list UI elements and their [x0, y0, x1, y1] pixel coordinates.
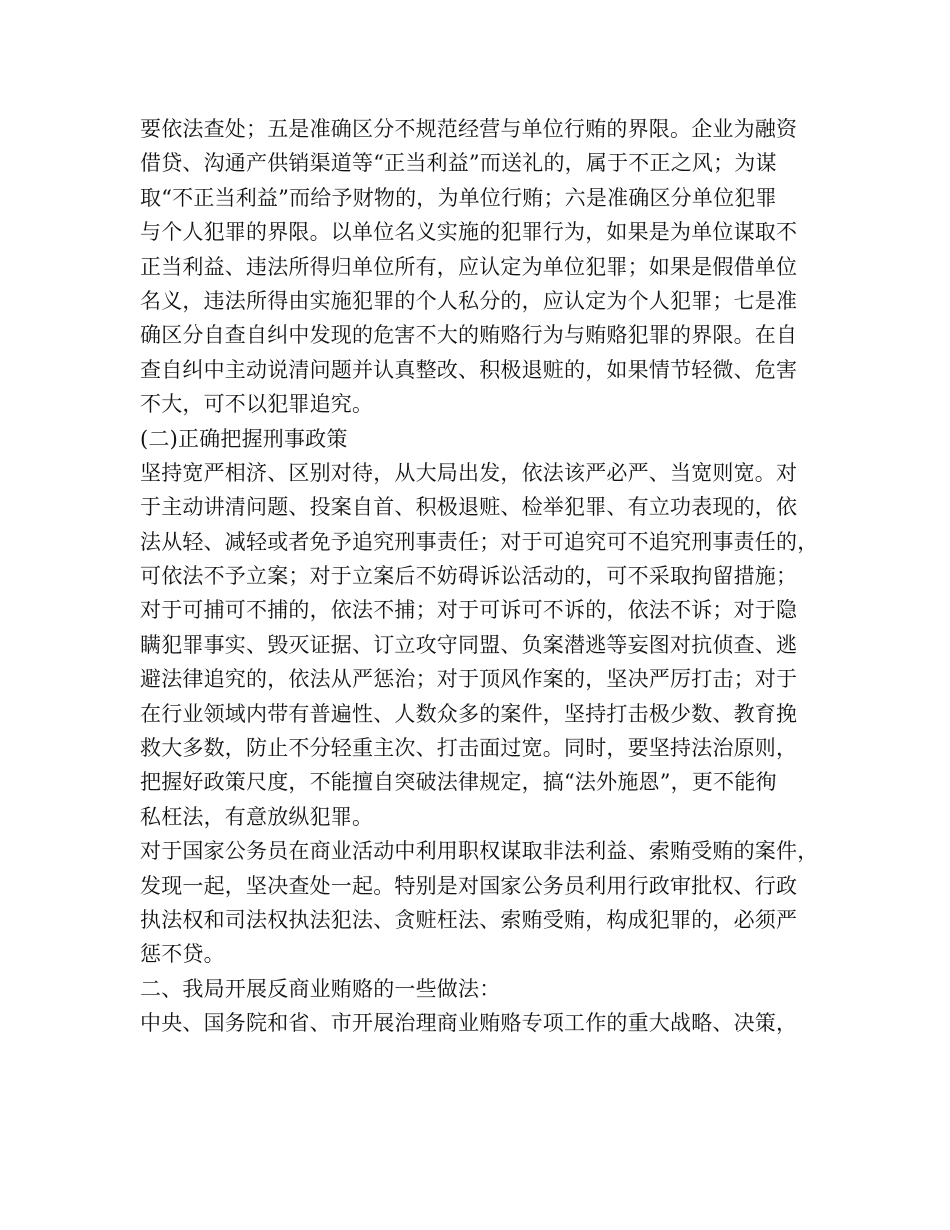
text-line: 要依法查处；五是准确区分不规范经营与单位行贿的界限。企业为融资: [140, 117, 798, 141]
text-line: 执法权和司法权执法犯法、贪赃枉法、索贿受贿，构成犯罪的，必须严: [140, 907, 798, 932]
text-line: 取“不正当利益”而给予财物的，为单位行贿；六是准确区分单位犯罪: [140, 185, 777, 210]
text-line: 借贷、沟通产供销渠道等“正当利益”而送礼的，属于不正之风；为谋: [140, 151, 777, 176]
text-line: 在行业领域内带有普遍性、人数众多的案件，坚持打击极少数、教育挽: [140, 701, 798, 726]
text-line: 救大多数，防止不分轻重主次、打击面过宽。同时，要坚持法治原则，: [140, 736, 798, 761]
text-line: 与个人犯罪的界限。以单位名义实施的犯罪行为，如果是为单位谋取不: [140, 220, 798, 245]
text-line: 把握好政策尺度，不能擅自突破法律规定，搞“法外施恩”，更不能徇: [140, 770, 777, 795]
text-line: 正当利益、违法所得归单位所有，应认定为单位犯罪；如果是假借单位: [140, 254, 798, 279]
text-line: 避法律追究的，依法从严惩治；对于顶风作案的，坚决严厉打击；对于: [140, 667, 798, 692]
text-line: 对于可捕可不捕的，依法不捕；对于可诉可不诉的，依法不诉；对于隐: [140, 598, 798, 623]
text-line: 确区分自查自纠中发现的危害不大的贿赂行为与贿赂犯罪的界限。在自: [140, 323, 798, 348]
text-line: 不大，可不以犯罪追究。: [140, 392, 374, 417]
text-line: 发现一起，坚决查处一起。特别是对国家公务员利用行政审批权、行政: [140, 873, 798, 898]
text-line: 中央、国务院和省、市开展治理商业贿赂专项工作的重大战略、决策，: [140, 1011, 798, 1036]
text-line: 可依法不予立案；对于立案后不妨碍诉讼活动的，可不采取拘留措施；: [140, 564, 798, 589]
text-line: 瞒犯罪事实、毁灭证据、订立攻守同盟、负案潜逃等妄图对抗侦查、逃: [140, 632, 798, 657]
text-line: 坚持宽严相济、区别对待，从大局出发，依法该严必严、当宽则宽。对: [140, 460, 798, 485]
text-line: 私枉法，有意放纵犯罪。: [140, 804, 374, 829]
document-body: [140, 112, 830, 1041]
section-heading: (二)正确把握刑事政策: [140, 426, 348, 451]
text-line: 查自纠中主动说清问题并认真整改、积极退赃的，如果情节轻微、危害: [140, 357, 798, 382]
text-line: 法从轻、减轻或者免予追究刑事责任；对于可追究可不追究刑事责任的，: [140, 529, 819, 554]
text-line: 惩不贷。: [140, 942, 225, 967]
text-line: 对于国家公务员在商业活动中利用职权谋取非法利益、索贿受贿的案件，: [140, 839, 819, 864]
text-line: 名义，违法所得由实施犯罪的个人私分的，应认定为个人犯罪；七是准: [140, 288, 798, 313]
text-line: 于主动讲清问题、投案自首、积极退赃、检举犯罪、有立功表现的，依: [140, 495, 798, 520]
section-heading: 二、我局开展反商业贿赂的一些做法：: [140, 976, 501, 1001]
